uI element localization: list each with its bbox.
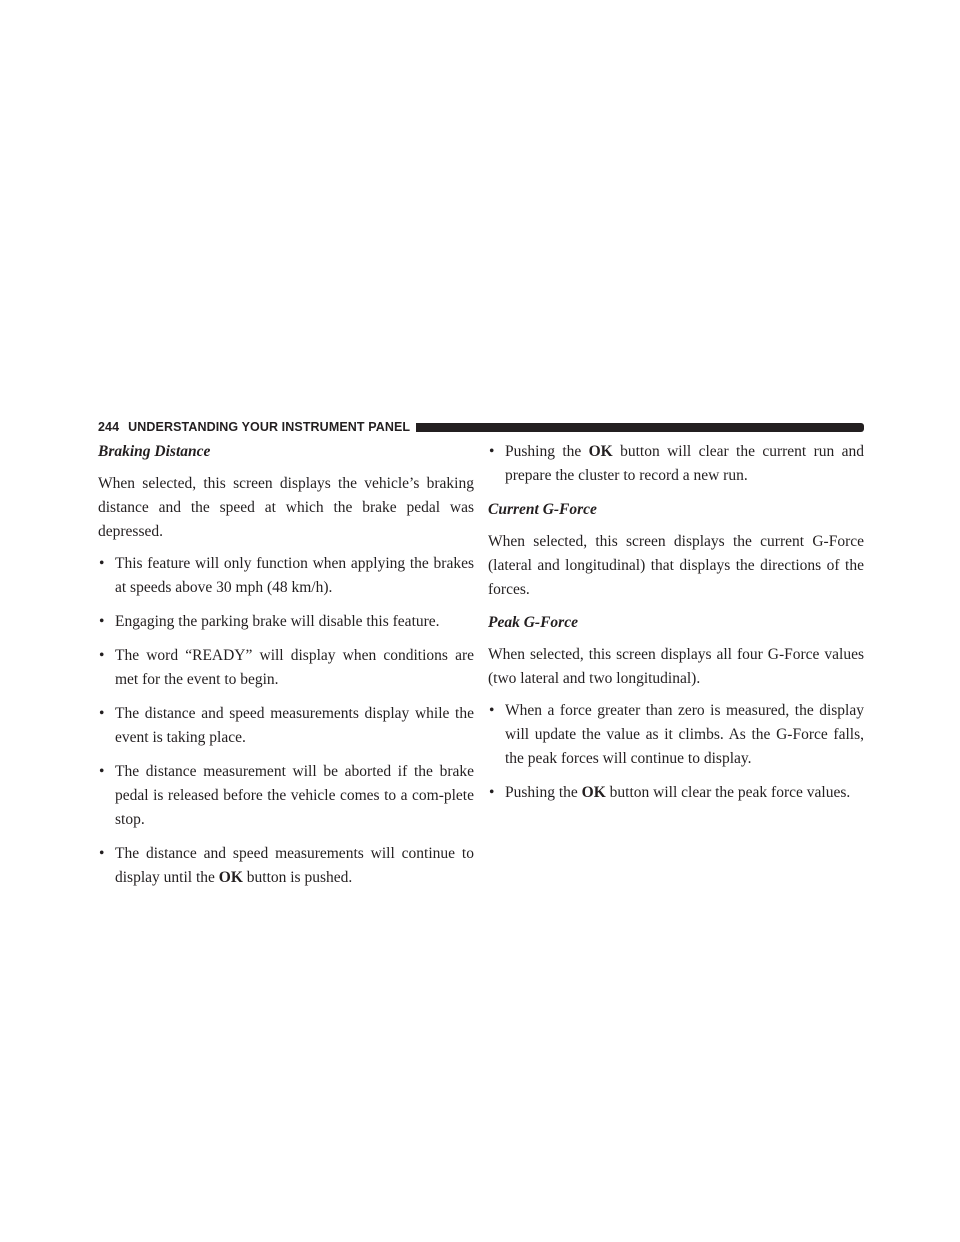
bullet-text: button is pushed. bbox=[242, 869, 353, 886]
right-column bbox=[488, 440, 864, 815]
section-title: UNDERSTANDING YOUR INSTRUMENT PANEL bbox=[128, 420, 411, 434]
peak-g-force-text: When selected, this screen displays all four G-Force values (two lateral and two longitudinal). bbox=[488, 646, 864, 687]
running-header bbox=[98, 419, 864, 435]
ok-button-label: OK bbox=[588, 443, 613, 460]
peak-bullet-list bbox=[488, 699, 864, 805]
header-text bbox=[98, 420, 410, 434]
left-column bbox=[98, 440, 474, 900]
ok-button-label: OK bbox=[218, 869, 243, 886]
bullet-text: The distance and speed measurements will continue to display until the bbox=[115, 845, 474, 886]
list-item: • Engaging the parking brake will disable this feature. bbox=[98, 610, 474, 634]
bullet-text: button will clear the peak force values. bbox=[605, 784, 851, 801]
list-item: • The distance measurement will be aborted if the brake pedal is released before the vehicle comes to a com-plete stop. bbox=[98, 760, 474, 832]
bullet-text: Pushing the bbox=[505, 784, 582, 801]
list-item bbox=[98, 842, 474, 890]
bullet-text: Pushing the bbox=[505, 443, 589, 460]
braking-distance-heading: Braking Distance bbox=[98, 443, 211, 460]
page-number: 244 bbox=[98, 420, 120, 434]
list-item bbox=[488, 781, 864, 805]
braking-bullet-list bbox=[98, 552, 474, 890]
list-item: • This feature will only function when applying the brakes at speeds above 30 mph (48 km/h). bbox=[98, 552, 474, 600]
header-rule bbox=[416, 423, 864, 432]
bullet-text: button will clear the current run and prepare the cluster to record a new run. bbox=[505, 443, 864, 484]
list-item: • When a force greater than zero is measured, the display will update the value as it climbs. As the G-Force falls, the peak forces will continue to display. bbox=[488, 699, 864, 771]
braking-distance-intro: When selected, this screen displays the vehicle’s braking distance and the speed at which the brake pedal was depressed. bbox=[98, 475, 474, 540]
list-item bbox=[488, 440, 864, 488]
peak-g-force-heading: Peak G-Force bbox=[488, 614, 578, 631]
current-g-force-text: When selected, this screen displays the current G-Force (lateral and longitudinal) that displays the directions of the forces. bbox=[488, 533, 864, 598]
current-g-force-heading: Current G-Force bbox=[488, 501, 597, 518]
ok-bullet-list bbox=[488, 440, 864, 488]
list-item: • The distance and speed measurements display while the event is taking place. bbox=[98, 702, 474, 750]
ok-button-label: OK bbox=[581, 784, 606, 801]
list-item: • The word “READY” will display when conditions are met for the event to begin. bbox=[98, 644, 474, 692]
